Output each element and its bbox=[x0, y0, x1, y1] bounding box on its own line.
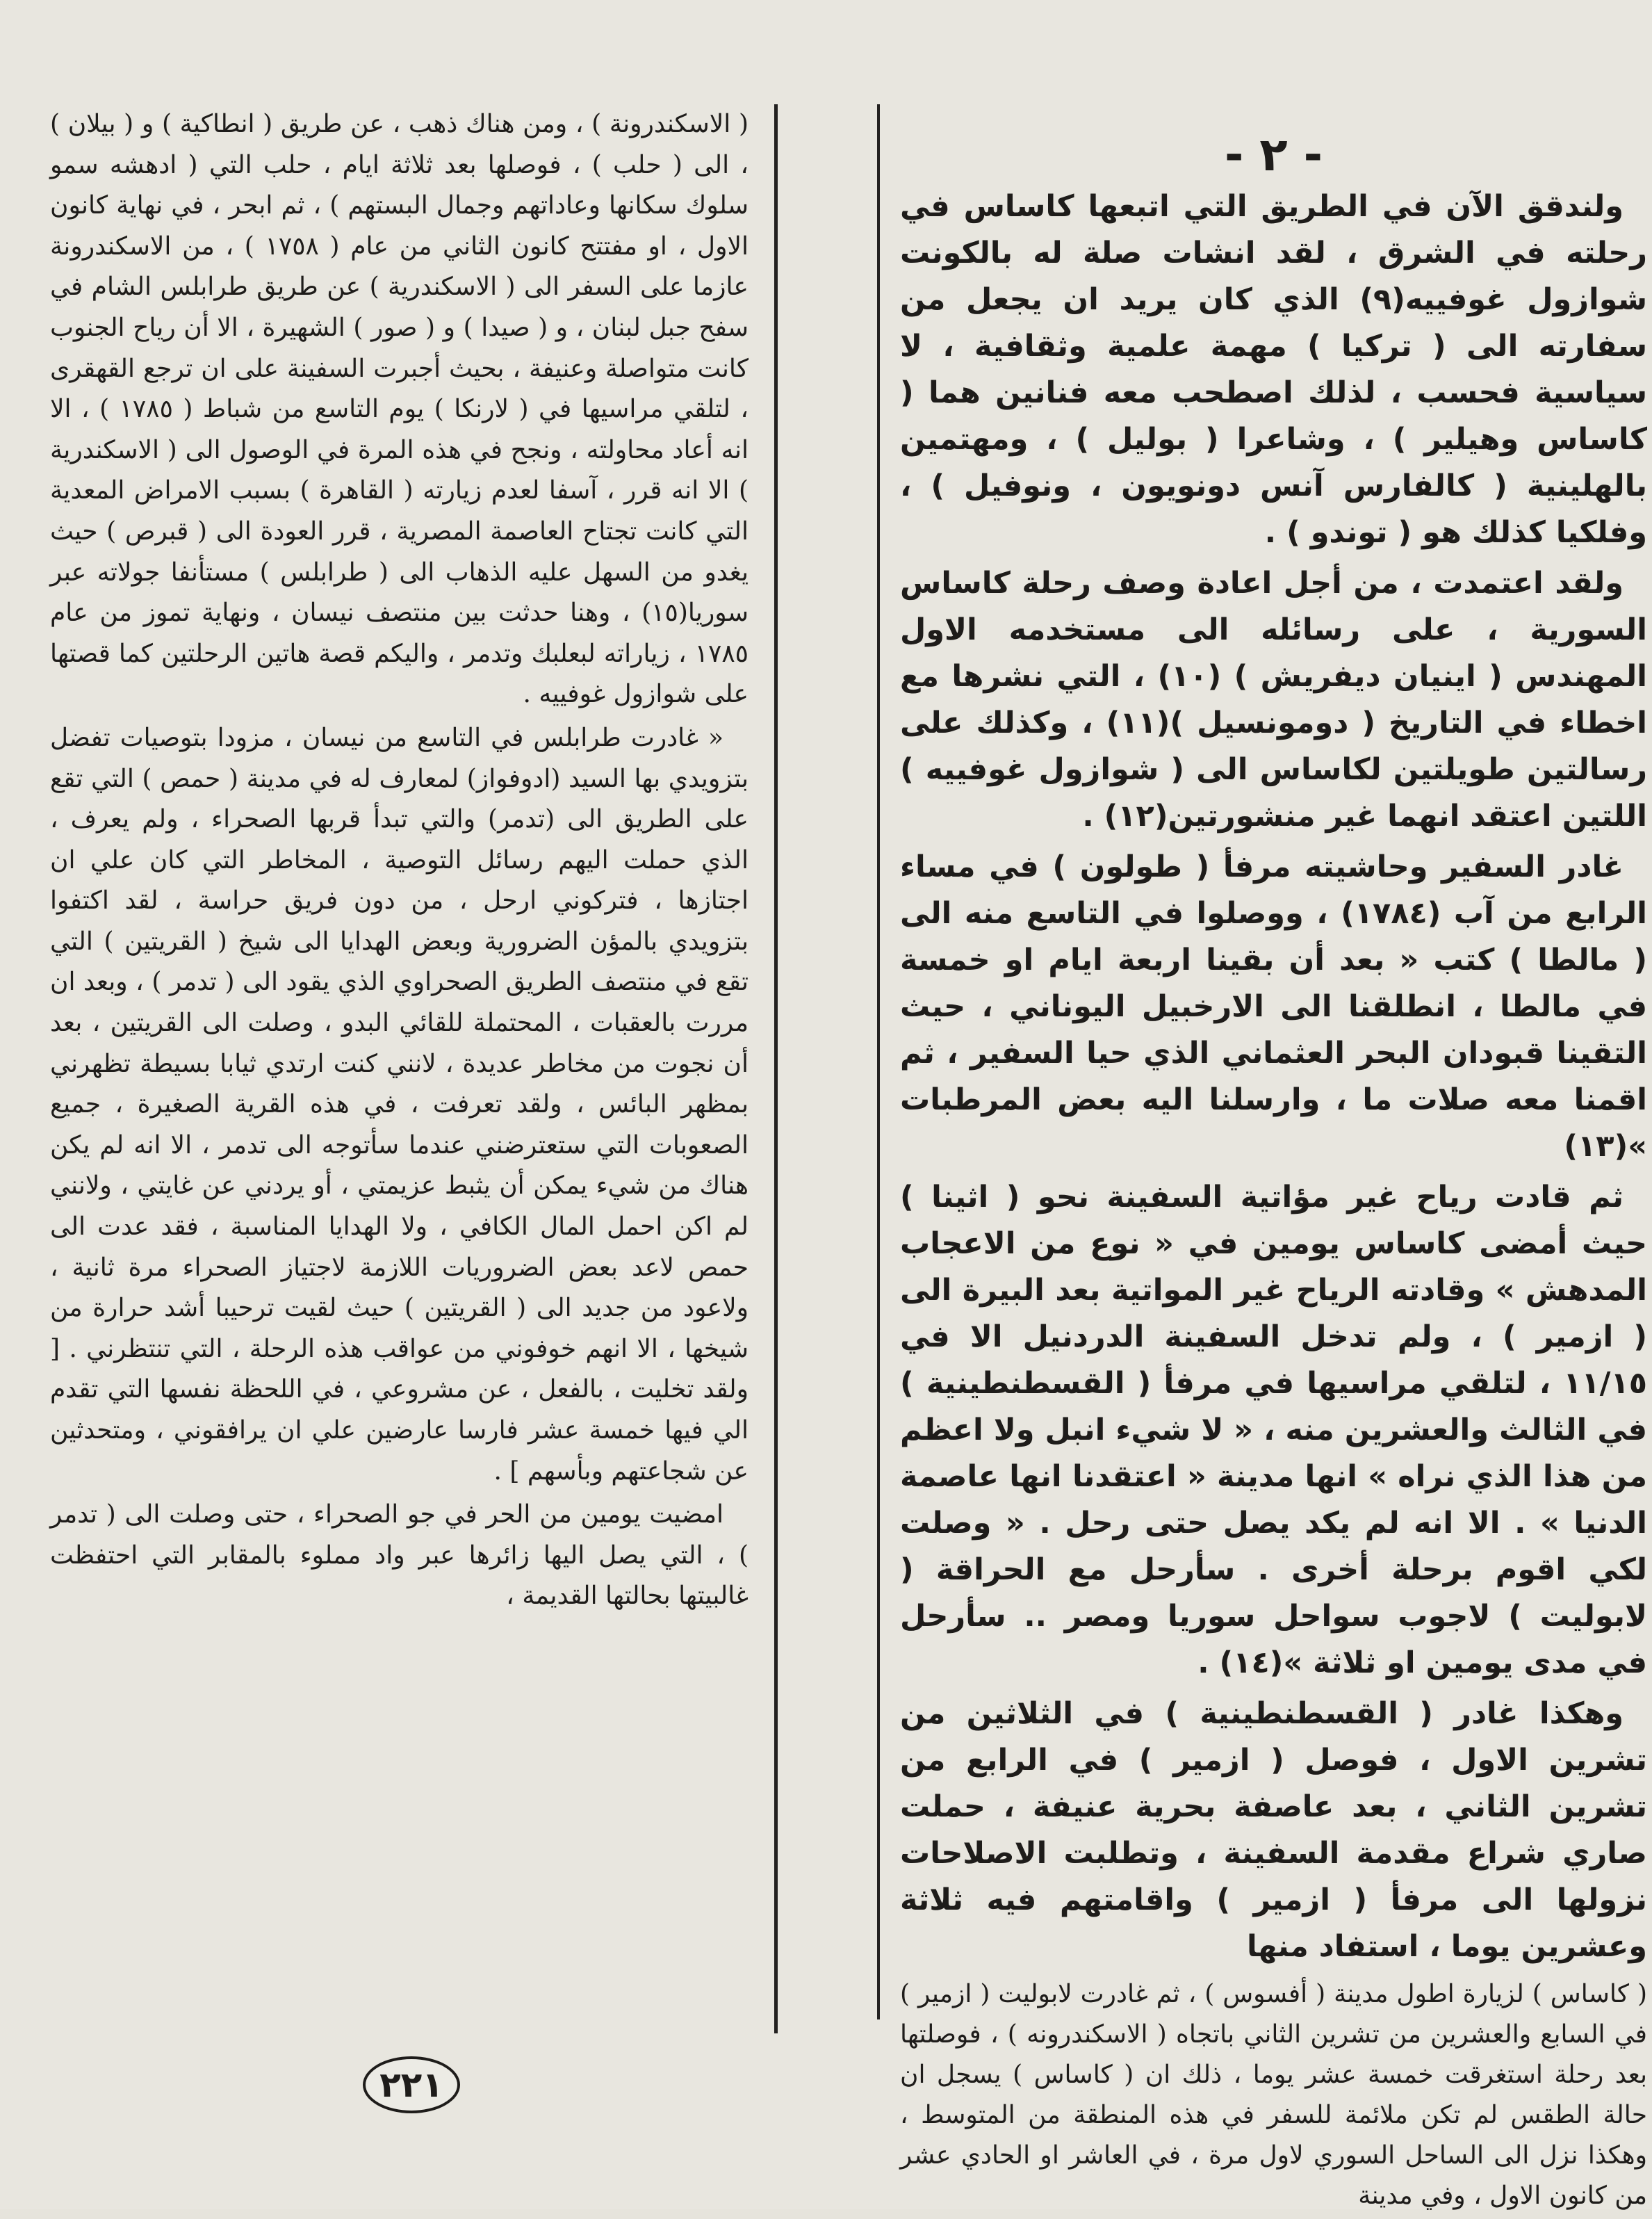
paragraph: « غادرت طرابلس في التاسع من نيسان ، مزودا بتوصيات تفضل بتزويدي بها السيد (ادوفواز) لمعارف له في مدينة ( حمص ) التي تقع على الطريق الى (تدمر) والتي تبدأ قربها الصحراء ، ولم يعرف ، الذي حملت اليهم رسائل التوصية ، المخاطر التي كان علي ان اجتازها ، فتركوني ارحل ، من دون فريق حراسة ، لقد اكتفوا بتزويدي بالمؤن الضرورية وبعض الهدايا الى شيخ ( القريتين ) التي تقع في منتصف الطريق الصحراوي الذي يقود الى ( تدمر ) ، وبعد ان مررت بالعقبات ، المحتملة للقائي البدو ، وصلت الى القريتين ، بعد أن نجوت من مخاطر عديدة ، لانني كنت ارتدي ثيابا بسيطة تظهرني بمظهر البائس ، ولقد تعرفت ، في هذه القرية الصغيرة ، جميع الصعوبات التي ستعترضني عندما سأتوجه الى تدمر ، الا انه لم يكن هناك من شيء يمكن أن يثبط عزيمتي ، أو يردني عن غايتي ، ولانني لم اكن احمل المال الكافي ، ولا الهدايا المناسبة ، فقد عدت الى حمص لاعد بعض الضروريات اللازمة لاجتياز الصحراء مرة ثانية ، ولاعود من جديد الى ( القريتين ) حيث لقيت ترحيبا أشد حرارة من شيخها ، الا انهم خوفوني من عواقب هذه الرحلة ، التي تنتظرني . [ ولقد تخليت ، بالفعل ، عن مشروعي ، في اللحظة نفسها التي تقدم الي فيها خمسة عشر فارسا عارضين علي ان يرافقوني ، ومتحدثين عن شجاعتهم وبأسهم ] . bbox=[50, 723, 749, 1486]
paragraph: ولندقق الآن في الطريق التي اتبعها كاساس في رحلته في الشرق ، لقد انشات صلة له بالكونت شوازول غوفييه(٩) الذي كان يريد ان يجعل من سفارته الى ( تركيا ) مهمة علمية وثقافية ، لا سياسية فحسب ، لذلك اصطحب معه فنانين هما ( كاساس وهيلير ) ، وشاعرا ( بوليل ) ، ومهتمين بالهلينية ( كالفارس آنس دونويون ، ونوفيل ) ، وفلكيا كذلك هو ( توندو ) . bbox=[900, 189, 1648, 550]
left-column bbox=[50, 104, 749, 1620]
right-column bbox=[900, 128, 1648, 2219]
paragraph: غادر السفير وحاشيته مرفأ ( طولون ) في مساء الرابع من آب (١٧٨٤) ، ووصلوا في التاسع منه الى ( مالطا ) كتب « بعد أن بقينا اربعة ايام او خمسة في مالطا ، انطلقنا الى الارخبيل اليوناني ، حيث التقينا قبودان البحر العثماني الذي حيا السفير ، ثم اقمنا معه صلات ما ، وارسلنا اليه بعض المرطبات »(١٣) bbox=[900, 850, 1647, 1164]
paragraph: ولقد اعتمدت ، من أجل اعادة وصف رحلة كاساس السورية ، على رسائله الى مستخدمه الاول المهندس ( اينيان ديفريش ) (١٠) ، التي نشرها مع اخطاء في التاريخ ( دومونسيل )(١١) ، وكذلك على رسالتين طويلتين لكاساس الى ( شوازول غوفييه ) اللتين اعتقد انهما غير منشورتين(١٢) . bbox=[900, 566, 1647, 834]
paragraph: امضيت يومين من الحر في جو الصحراء ، حتى وصلت الى ( تدمر ) ، التي يصل اليها زائرها عبر واد مملوء بالمقابر التي احتفظت غالبيتها بحالتها القديمة ، bbox=[50, 1500, 749, 1611]
paragraph: وهكذا غادر ( القسطنطينية ) في الثلاثين من تشرين الاول ، فوصل ( ازمير ) في الرابع من تشرين الثاني ، بعد عاصفة بحرية عنيفة ، حملت صاري شراع مقدمة السفينة ، وتطلبت الاصلاحات نزولها الى مرفأ ( ازمير ) واقامتهم فيه ثلاثة وعشرين يوما ، استفاد منها bbox=[900, 1696, 1647, 1964]
column-divider bbox=[774, 104, 778, 2033]
paragraph: ( كاساس ) لزيارة اطول مدينة ( أفسوس ) ، ثم غادرت لابوليت ( ازمير ) في السابع والعشرين من تشرين الثاني باتجاه ( الاسكندرونه ) ، فوصلتها بعد رحلة استغرقت خمسة عشر يوما ، ذلك ان ( كاساس ) يسجل ان حالة الطقس لم تكن ملائمة للسفر في هذه المنطقة من المتوسط ، وهكذا نزل الى الساحل السوري لاول مرة ، في العاشر او الحادي عشر من كانون الاول ، وفي مدينة bbox=[900, 1980, 1647, 2210]
page-number: ٢٢١ bbox=[363, 2056, 460, 2113]
section-number: - ٢ - bbox=[1224, 128, 1323, 181]
right-column-rule bbox=[877, 104, 880, 2019]
paragraph: ( الاسكندرونة ) ، ومن هناك ذهب ، عن طريق ( انطاكية ) و ( بيلان ) ، الى ( حلب ) ، فوصلها بعد ثلاثة ايام ، حلب التي ( ادهشه سمو سلوك سكانها وعاداتهم وجمال البستهم ) ، ثم ابحر ، في نهاية كانون الاول ، او مفتتح كانون الثاني من عام ( ١٧٥٨ ) ، من الاسكندرونة عازما على السفر الى ( الاسكندرية ) عن طريق طرابلس الشام في سفح جبل لبنان ، و ( صيدا ) و ( صور ) الشهيرة ، الا أن رياح الجنوب كانت متواصلة وعنيفة ، بحيث أجبرت السفينة على ان ترجع القهقرى ، لتلقي مراسيها في ( لارنكا ) يوم التاسع من شباط ( ١٧٨٥ ) ، الا انه أعاد محاولته ، ونجح في هذه المرة في الوصول الى ( الاسكندرية ) الا انه قرر ، آسفا لعدم زيارته ( القاهرة ) بسبب الامراض المعدية التي كانت تجتاح العاصمة المصرية ، قرر العودة الى ( قبرص ) حيث يغدو من السهل عليه الذهاب الى ( طرابلس ) مستأنفا جولاته عبر سوريا(١٥) ، وهنا حدثت بين منتصف نيسان ، ونهاية تموز من عام ١٧٨٥ ، زياراته لبعلبك وتدمر ، واليكم قصة هاتين الرحلتين كما قصتها على شوازول غوفييه . bbox=[50, 110, 749, 709]
paragraph: ثم قادت رياح غير مؤاتية السفينة نحو ( اثينا ) حيث أمضى كاساس يومين في « نوع من الاعجاب المدهش » وقادته الرياح غير المواتية بعد البيرة الى ( ازمير ) ، ولم تدخل السفينة الدردنيل الا في ١١/١٥ ، لتلقي مراسيها في مرفأ ( القسطنطينية ) في الثالث والعشرين منه ، « لا شيء انبل ولا اعظم من هذا الذي نراه » انها مدينة « اعتقدنا انها عاصمة الدنيا » . الا انه لم يكد يصل حتى رحل . « وصلت لكي اقوم برحلة أخرى . سأرحل مع الحراقة ( لابوليت ) لاجوب سواحل سوريا ومصر .. سأرحل في مدى يومين او ثلاثة »(١٤) . bbox=[900, 1180, 1647, 1680]
